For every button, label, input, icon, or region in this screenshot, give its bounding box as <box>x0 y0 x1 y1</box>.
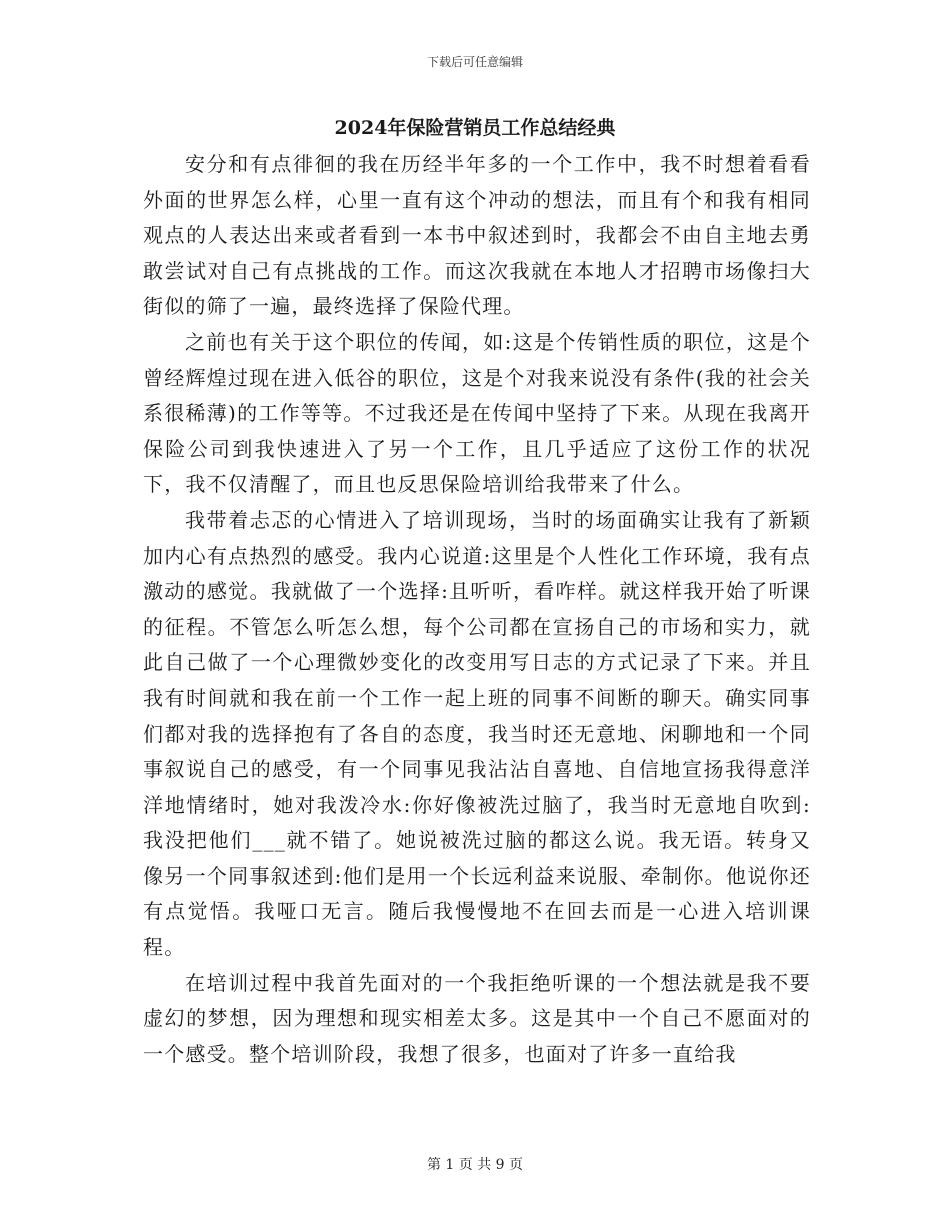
document-title: 2024年保险营销员工作总结经典 <box>334 117 616 139</box>
body-paragraph-1: 安分和有点徘徊的我在历经半年多的一个工作中，我不时想着看看外面的世界怎么样，心里一直有这个冲动的想法，而且有个和我有相同观点的人表达出来或者看到一本书中叙述到时，我都会不由自主地去勇敢尝试对自己有点挑战的工作。而这次我就在本地人才招聘市场像扫大街似的筛了一遍，最终选择了保险代理。 <box>143 152 811 319</box>
body-paragraph-4: 在培训过程中我首先面对的一个我拒绝听课的一个想法就是我不要虚幻的梦想，因为理想和现实相差太多。这是其中一个自己不愿面对的一个感受。整个培训阶段，我想了很多，也面对了许多一直给我 <box>143 970 811 1066</box>
page-header-note: 下载后可任意编辑 <box>426 55 523 69</box>
body-paragraph-2: 之前也有关于这个职位的传闻，如:这是个传销性质的职位，这是个曾经辉煌过现在进入低谷的职位，这是个对我来说没有条件(我的社会关系很稀薄)的工作等等。不过我还是在传闻中坚持了下来。从现在我离开保险公司到我快速进入了另一个工作，且几乎适应了这份工作的状况下，我不仅清醒了，而且也反思保险培训给我带来了什么。 <box>143 329 811 497</box>
document-body <box>143 147 811 1072</box>
page-number-footer: 第 1 页 共 9 页 <box>426 1157 524 1173</box>
body-paragraph-3: 我带着忐忑的心情进入了培训现场，当时的场面确实让我有了新颖加内心有点热烈的感受。我内心说道:这里是个人性化工作环境，我有点激动的感觉。我就做了一个选择:且听听，看咋样。就这样我开始了听课的征程。不管怎么听怎么想，每个公司都在宣扬自己的市场和实力，就此自己做了一个心理微妙变化的改变用写日志的方式记录了下来。并且我有时间就和我在前一个工作一起上班的同事不间断的聊天。确实同事们都对我的选择抱有了各自的态度，我当时还无意地、闲聊地和一个同事叙说自己的感受，有一个同事见我沾沾自喜地、自信地宣扬我得意洋洋地情绪时，她对我泼冷水:你好像被洗过脑了，我当时无意地自吹到:我没把他们___就不错了。她说被洗过脑的都这么说。我无语。转身又像另一个同事叙述到:他们是用一个长远利益来说服、牵制你。他说你还有点觉悟。我哑口无言。随后我慢慢地不在回去而是一心进入培训课程。 <box>143 507 811 960</box>
